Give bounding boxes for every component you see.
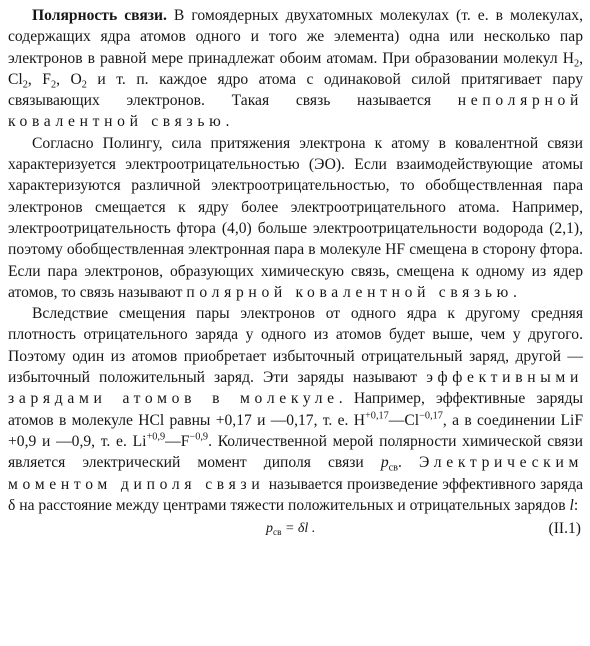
text-run: , F: [27, 70, 51, 88]
spaced-term: полярной ковалентной связью: [186, 283, 513, 301]
spaced-term: неполярной ковалентной связью: [8, 92, 583, 131]
subscript: 2: [573, 58, 580, 70]
spaced-term: Электрическим моментом диполя связи: [8, 454, 584, 493]
formula-expression: [266, 518, 315, 539]
text-run: . Например, эффективные заряды атомов в молекуле HCl равны +0,17 и —0,17, т. е. H: [8, 390, 583, 429]
formula-dipole-moment: [8, 518, 583, 542]
text-run: :: [573, 496, 579, 514]
formula-number: (II.1): [548, 520, 581, 538]
text-run: и т. п. каждое ядро атома с одинаковой силой притягивает пару связывающих электронов. Такая связь называется: [8, 70, 583, 110]
formula-p: p: [266, 521, 273, 537]
text-run: .: [225, 113, 230, 131]
paragraph-bond-polarity: [8, 5, 583, 133]
subscript: 2: [50, 79, 57, 91]
superscript: −0,9: [189, 431, 209, 443]
text-run: . Количественной мерой полярности химической связи является электрический момент диполя связи: [8, 432, 583, 472]
symbol-p: p: [380, 454, 389, 472]
subscript: св: [388, 462, 399, 474]
text-run: В гомоядерных двухатомных молекулах (т. е. в молекулах, содержащих ядра атомов одного и того же элемента) одна или несколько пар электронов в равной мере принадлежат обоим атомам. При образовании молекул H: [8, 7, 583, 67]
section-title: Полярность связи.: [32, 7, 167, 24]
text-run: —Cl: [388, 411, 420, 429]
text-run: , O: [56, 70, 82, 88]
text-run: —F: [165, 432, 190, 450]
paragraph-effective-charges: [8, 303, 583, 516]
paragraph-electronegativity: [8, 133, 583, 303]
text-run: Согласно Полингу, сила притяжения электрона к атому в ковалентной связи характеризуется электроотрицательностью (ЭО). Если взаимодействующие атомы характеризуются различной электроотрицательностью, то обобществленная пара электронов смещается к ядру более электроотрицательного атома. Например, электроотрицательность фтора (4,0) больше электроотрицательности водорода (2,1), поэтому обобществленная электронная пара в молекуле HF смещена в сторону фтора. Если пара электронов, образующих химическую связь, смещена к одному из ядер атомов, то связь называют: [8, 134, 583, 301]
text-run: называется произведение эффективного заряда δ на расстояние между центрами тяжести положительных и отрицательных зарядов: [8, 475, 583, 514]
subscript: 2: [81, 79, 87, 91]
formula-subscript: св: [273, 527, 282, 538]
text-run: .: [398, 454, 419, 472]
superscript: +0,9: [146, 431, 166, 443]
spaced-term: эффективными зарядами атомов в молекуле: [8, 369, 583, 408]
superscript: +0,17: [365, 410, 389, 422]
text-run: .: [512, 283, 517, 301]
superscript: −0,17: [419, 410, 443, 422]
symbol-l: l: [569, 496, 574, 514]
formula-rhs: = δl .: [281, 521, 316, 537]
subscript: 2: [22, 79, 28, 91]
text-run: Вследствие смещения пары электронов от одного ядра к другому средняя плотность отрицательного заряда у одного из атомов будет выше, чем у другого. Поэтому один из атомов приобретает избыточный отрицательный заряд, другой — избыточный положительный заряд. Эти заряды называют: [8, 305, 583, 387]
text-run: , Cl: [8, 49, 583, 88]
text-run: , а в соединении LiF +0,9 и —0,9, т. е. Li: [8, 411, 584, 450]
